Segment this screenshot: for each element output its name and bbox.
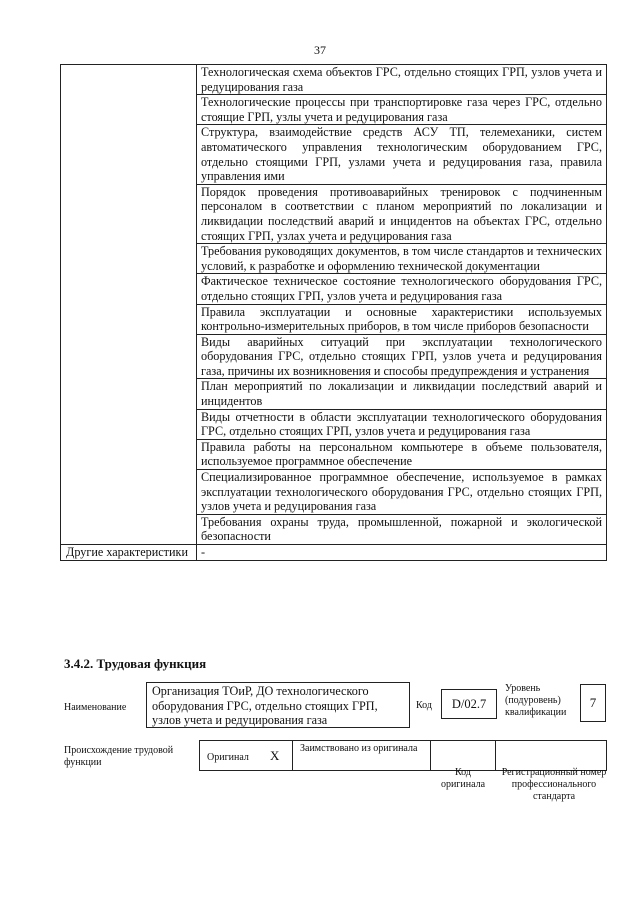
level-box (580, 684, 606, 722)
knowledge-item: Правила работы на персональном компьютере в объеме пользователя, используемое программное обеспечение (197, 439, 607, 469)
knowledge-item: Требования охраны труда, промышленной, пожарной и экологической безопасности (197, 514, 607, 544)
code-value: D/02.7 (451, 696, 487, 711)
reg-number-label: Регистрационный номер профессионального стандарта (501, 767, 607, 802)
origin-label: Происхождение трудовой функции (64, 745, 174, 768)
function-name-value: Организация ТОиР, ДО технологического оборудования ГРС, отдельно стоящих ГРП, узлов учета и редуцирования газа (152, 684, 378, 728)
knowledge-item: Порядок проведения противоаварийных тренировок с подчиненным персоналом в соответствии с планом мероприятий по локализации и ликвидации последствий аварий и инцидентов на объектах ГРС, отдельно стоящих ГРП, узлах учета и редуцирования газа (197, 184, 607, 243)
knowledge-label-cell (61, 65, 197, 545)
knowledge-item: Виды аварийных ситуаций при эксплуатации технологического оборудования ГРС, отдельно стоящих ГРП, узлов учета и редуцирования газа, причины их возникновения и способы предупреждения и устранения (197, 334, 607, 379)
section-title: 3.4.2. Трудовая функция (64, 656, 207, 671)
original-label: Оригинал (207, 752, 249, 763)
level-label: Уровень (подуровень) квалификации (505, 683, 567, 718)
borrowed-label: Заимствовано из оригинала (300, 743, 418, 754)
knowledge-item: Фактическое техническое состояние технологического оборудования ГРС, отдельно стоящих ГРП, узлов учета и редуцирования газа (197, 274, 607, 304)
function-name-box (146, 682, 410, 728)
table-row (61, 545, 607, 561)
knowledge-item: Специализированное программное обеспечение, используемое в рамках эксплуатации технологического оборудования ГРС, отдельно стоящих ГРП, узлов учета и редуцирования газа (197, 470, 607, 515)
code-original-label: Код оригинала (440, 767, 486, 790)
original-cell (199, 740, 293, 771)
other-characteristics-value: - (197, 545, 607, 561)
original-mark: X (270, 748, 280, 763)
level-value: 7 (589, 695, 597, 710)
borrowed-cell (292, 740, 431, 771)
knowledge-item: Технологические процессы при транспортировке газа через ГРС, отдельно стоящие ГРП, узлы учета и редуцирования газа (197, 95, 607, 125)
knowledge-item: Требования руководящих документов, в том числе стандартов и технических условий, к разработке и оформлению технической документации (197, 244, 607, 274)
knowledge-item: План мероприятий по локализации и ликвидации последствий аварий и инцидентов (197, 379, 607, 409)
knowledge-item: Правила эксплуатации и основные характеристики используемых контрольно-измерительных приборов, в том числе приборов безопасности (197, 304, 607, 334)
knowledge-item: Структура, взаимодействие средств АСУ ТП, телемеханики, систем автоматического управления технологическим оборудованием ГРС, отдельно стоящими ГРП, узлами учета и редуцирования газа, правила управления ими (197, 125, 607, 184)
knowledge-item: Виды отчетности в области эксплуатации технологического оборудования ГРС, отдельно стоящих ГРП, узлов учета и редуцирования газа (197, 409, 607, 439)
name-label: Наименование (64, 702, 127, 713)
knowledge-item: Технологическая схема объектов ГРС, отдельно стоящих ГРП, узлов учета и редуцирования газа (197, 65, 607, 95)
table-row (61, 65, 607, 95)
page-number: 37 (314, 43, 326, 57)
knowledge-table (60, 64, 607, 561)
code-box (441, 689, 497, 719)
other-characteristics-label: Другие характеристики (61, 545, 197, 561)
code-label: Код (416, 700, 432, 711)
